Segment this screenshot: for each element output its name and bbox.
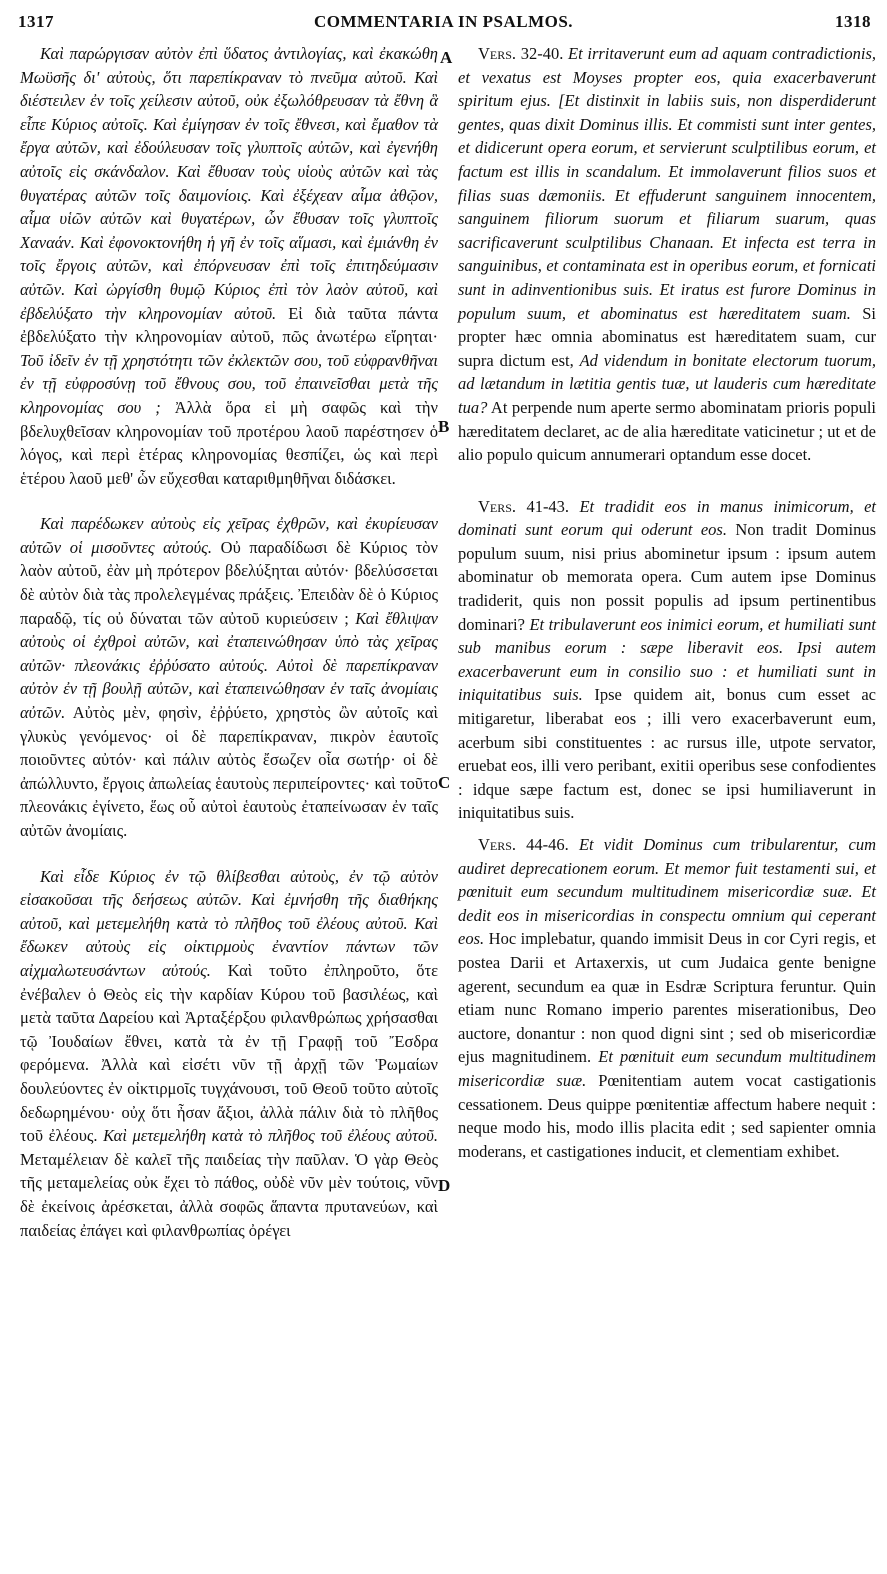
commentary-text: At perpende num aperte sermo abominatam prioris populi hæreditatem declaret, ac de alia hæreditate vaticinetur ; ut et de alio populo quicum annumerari optandum esse docet. <box>458 397 876 465</box>
commentary-text: Hoc implebatur, quando immisit Deus in cor Cyri regis, et postea Darii et Artaxerxis, ut cum Judaica gente benigne agerent, secundum ea quæ in Esdræ Scriptura feruntur. Quin etiam nunc Romano imperio parentes miserationibus, Deo auctore, donantur : non quod digni sint ; sed ob misericordiæ ejus magnitudinem. <box>458 929 877 1067</box>
running-title: COMMENTARIA IN PSALMOS. <box>313 12 574 31</box>
greek-paragraph-2 <box>20 512 438 842</box>
psalm-quote: Et pœnituit eum secundum multitudinem misericordiæ suæ. <box>458 1047 876 1090</box>
commentary-text: Non tradit Dominus populum suum, nisi prius abominetur ipsum : ipsum autem abominatur ob memorata opera. Cum autem ipse Dominus tradiderit, quis non possit populis ad ipsum pertinentibus dominari? <box>458 520 876 634</box>
greek-paragraph-1 <box>20 42 438 490</box>
psalm-quote: Et tribulaverunt eos inimici eorum, et humiliati sunt sub manibus eorum : sæpe liberavit eos. Ipsi autem exacerbaverunt eum in consilio suo : et humiliati sunt in iniquitatibus suis. <box>458 614 876 705</box>
margin-letter-b: B <box>438 417 450 436</box>
margin-letter-a: A <box>440 48 453 67</box>
greek-column <box>20 42 438 1264</box>
commentary-text: Εἰ διὰ ταῦτα πάντα ἐβδελύξατο τὴν κληρονομίαν αὐτοῦ, πῶς ἀνωτέρω εἴρηται· <box>20 303 439 347</box>
latin-column <box>458 42 876 1185</box>
psalm-quote: Καὶ ἔθλιψαν αὐτοὺς οἱ ἐχθροὶ αὐτῶν, καὶ ἐταπεινώθησαν ὑπὸ τὰς χεῖρας αὐτῶν· πλεονάκις ἐῤῥύσατο αὐτούς. Αὐτοὶ δὲ παρεπίκραναν αὐτὸν ἐν τῇ βουλῇ αὐτῶν, καὶ ἐταπεινώθησαν ἐν ταῖς ἀνομίαις αὐτῶν. <box>20 608 438 723</box>
verse-reference: Vers. 44-46. <box>478 835 569 854</box>
latin-paragraph-3 <box>458 833 876 1163</box>
commentary-text: Si propter hæc omnia abominatus est hæreditatem suam, cur supra dictum est, <box>458 303 877 370</box>
psalm-quote: Τοῦ ἰδεῖν ἐν τῇ χρηστότητι τῶν ἐκλεκτῶν σου, τοῦ εὐφρανθῆναι ἐν τῇ εὐφροσύνῃ τοῦ ἔθνους σου, τοῦ ἐπαινεῖσθαι μετὰ τῆς κληρονομίας σου ; <box>20 350 438 417</box>
psalm-quote: Καὶ παρώργισαν αὐτὸν ἐπὶ ὕδατος ἀντιλογίας, καὶ ἐκακώθη Μωϋσῆς δι' αὐτοὺς, ὅτι παρεπίκραναν τὸ πνεῦμα αὐτοῦ. Καὶ διέστειλεν ἐν τοῖς χείλεσιν αὐτοῦ, οὐκ ἐξωλόθρευσαν τὰ ἔθνη ἃ εἶπε Κύριος αὐτοῖς. Καὶ ἐμίγησαν ἐν τοῖς ἔθνεσι, καὶ ἔμαθον τὰ ἔργα αὐτῶν, καὶ ἐδούλευσαν τοῖς γλυπτοῖς αὐτῶν, καὶ ἐγενήθη αὐτοῖς εἰς σκάνδαλον. Καὶ ἔθυσαν τοὺς υἱοὺς αὐτῶν καὶ τὰς θυγατέρας αὐτῶν τοῖς δαιμονίοις. Καὶ ἐξέχεαν αἷμα ἀθῷον, αἷμα υἱῶν αὐτῶν καὶ θυγατέρων, ὧν ἔθυσαν τοῖς γλυπτοῖς Χαναάν. Καὶ ἐφονοκτονήθη ἡ γῆ ἐν τοῖς αἵμασι, καὶ ἐμιάνθη ἐν τοῖς ἔργοις αὐτῶν, καὶ ἐπόρνευσαν ἐπὶ τοῖς ἐπιτηδεύμασιν αὐτῶν. Καὶ ὠργίσθη θυμῷ Κύριος ἐπὶ τὸν λαὸν αὐτοῦ, καὶ ἐβδελύξατο τὴν κληρονομίαν αὐτοῦ. <box>20 44 438 323</box>
verse-reference: Vers. 41-43. <box>478 496 570 516</box>
page-number-left: 1317 <box>18 12 54 31</box>
commentary-text: Ipse quidem ait, bonus cum esset ac mitigaretur, liberabat eos ; illi vero exacerbaverunt eum, acerbum sibi constituentes : ac rursus ille, utpote servator, eruebat eos, illi vero peribant, exitii operibus sese confodientes : idque sæpe factum est, donec se ipsi humiliaverunt in iniquitatibus suis. <box>458 685 876 823</box>
margin-letter-d: D <box>438 1176 451 1195</box>
commentary-text: Οὐ παραδίδωσι δὲ Κύριος τὸν λαὸν αὐτοῦ, ἐὰν μὴ πρότερον βδελύξηται αὐτόν· βδελύσσεται δὲ αὐτὸν διὰ τὰς προλελεγμένας πράξεις. Ἐπειδὰν δὲ ὁ Κύριος παραδῷ, τίς οὐ δύναται τῶν αὐτοῦ κυριεύσειν ; <box>20 537 439 628</box>
running-header <box>0 12 887 36</box>
latin-paragraph-2 <box>458 495 876 825</box>
commentary-text: Μεταμέλειαν δὲ καλεῖ τῆς παιδείας τὴν παῦλαν. Ὁ γὰρ Θεὸς τῆς μεταμελείας οὐκ ἔχει τὸ πάθος, οὐδὲ νῦν μὲν τούτοις, νῦν δὲ ἐκείνοις ἀρέσκεται, ἀλλὰ σοφῶς ἅπαντα πρυτανεύων, καὶ παιδείας ἐπάγει καὶ φιλανθρωπίας ὀρέγει <box>20 1149 438 1240</box>
commentary-text: Καὶ τοῦτο ἐπληροῦτο, ὅτε ἐνέβαλεν ὁ Θεὸς εἰς τὴν καρδίαν Κύρου τοῦ βασιλέως, καὶ μετὰ ταῦτα Δαρείου καὶ Ἀρταξέρξου φιλανθρώπως χρήσασθαι τῷ Ἰουδαίων ἔθνει, κατὰ τὰ ἐν τῇ Γραφῇ τοῦ Ἔσδρα φερόμενα. Ἀλλὰ καὶ εἰσέτι νῦν τῇ ἀρχῇ τῶν Ῥωμαίων δουλεύοντες ἐν οἰκτιρμοῖς τυγχάνουσι, τοῦ Θεοῦ τοῦτο αὐτοῖς δεδωρημένου· οὐχ ὅτι ἦσαν ἄξιοι, ἀλλὰ πάλιν διὰ τὸ πλῆθος τοῦ ἐλέους. <box>20 960 438 1146</box>
psalm-quote: Et vidit Dominus cum tribularentur, cum audiret deprecationem eorum. Et memor fuit testamenti sui, et pœnituit eum secundum multitudinem misericordiæ suæ. Et dedit eos in misericordias in conspectu omnium qui ceperant eos. <box>458 835 877 949</box>
verse-reference: Vers. 32-40. <box>478 44 564 63</box>
page-number-right: 1318 <box>835 12 871 31</box>
psalm-quote: Et tradidit eos in manus inimicorum, et dominati sunt eorum qui oderunt eos. <box>458 496 876 540</box>
greek-paragraph-3 <box>20 865 438 1243</box>
psalm-quote: Ad videndum in bonitate electorum tuorum, ad lætandum in lætitia gentis tuæ, ut lauderis cum hæreditate tua? <box>458 350 876 417</box>
commentary-text: Ἀλλὰ ὅρα εἰ μὴ σαφῶς καὶ τὴν βδελυχθεῖσαν κληρονομίαν τοῦ προτέρου λαοῦ παρέστησεν ὁ λόγος, καὶ περὶ ἑτέρας κληρονομίας θεσπίζει, ὡς καὶ περὶ ἑτέρου λαοῦ μεθ' ὧν εὔχεσθαι καταριθμηθῆναι διδάσκει. <box>20 397 438 488</box>
psalm-quote: Καὶ εἶδε Κύριος ἐν τῷ θλίβεσθαι αὐτοὺς, ἐν τῷ αὐτὸν εἰσακοῦσαι τῆς δεήσεως αὐτῶν. Καὶ ἐμνήσθη τῆς διαθήκης αὐτοῦ, καὶ μετεμελήθη κατὰ τὸ πλῆθος τοῦ ἐλέους αὐτοῦ. Καὶ ἔδωκεν αὐτοὺς εἰς οἰκτιρμοὺς ἐναντίον πάντων τῶν αἰχμαλωτευσάντων αὐτούς. <box>20 866 438 980</box>
psalm-quote: Et irritaverunt eum ad aquam contradictionis, et vexatus est Moyses propter eos, quia exacerbaverunt spiritum ejus. [Et distinxit in labiis suis, non disperdiderunt gentes, quas dixit Dominus illis. Et commisti sunt inter gentes, et didicerunt opera eorum, et servierunt sculptilibus eorum, et factum est illis in scandalum. Et immolaverunt filios suos et filias suas dæmoniis. Et effuderunt sanguinem innocentem, sanguinem filiorum suorum et filiarum suarum, quas sacrificaverunt sculptilibus Chanaan. Et infecta est terra in sanguinibus, et contaminata est in operibus eorum, et fornicati sunt in adinventionibus suis. Et iratus est furore Dominus in populum suum, et abominatus est hæreditatem suam. <box>458 44 877 323</box>
margin-letter-c: C <box>438 773 451 792</box>
commentary-text: Pœnitentiam autem vocat castigationis cessationem. Deus quippe pœnitentiæ affectum habere nequit : neque modo his, modo illis placita edit ; sed sapienter omnia moderans, et castigationes inducit, et clementiam exhibet. <box>458 1070 876 1161</box>
commentary-text: Αὐτὸς μὲν, φησὶν, ἐῤῥύετο, χρηστὸς ὢν αὐτοῖς καὶ γλυκὺς γενόμενος· οἱ δὲ παρεπίκραναν, πικρὸν ἑαυτοῖς ποιοῦντες αὐτόν· καὶ πάλιν αὐτὸς ἔσωζεν οἷα σωτήρ· οἱ δὲ ἀπώλλυντο, ἔργοις ἀπωλείας ἑαυτοὺς περιπείροντες· καὶ τοῦτο πλεονάκις ἐγίνετο, ἕως οὗ αὐτοὶ ἑαυτοὺς ἐταπείνωσαν ἐν ταῖς αὐτῶν ἀνομίαις. <box>20 703 438 840</box>
latin-paragraph-1 <box>458 42 876 467</box>
psalm-quote: Καὶ παρέδωκεν αὐτοὺς εἰς χεῖρας ἐχθρῶν, καὶ ἐκυρίευσαν αὐτῶν οἱ μισοῦντες αὐτούς. <box>20 514 438 557</box>
psalm-quote: Καὶ μετεμελήθη κατὰ τὸ πλῆθος τοῦ ἐλέους αὐτοῦ. <box>103 1126 438 1146</box>
